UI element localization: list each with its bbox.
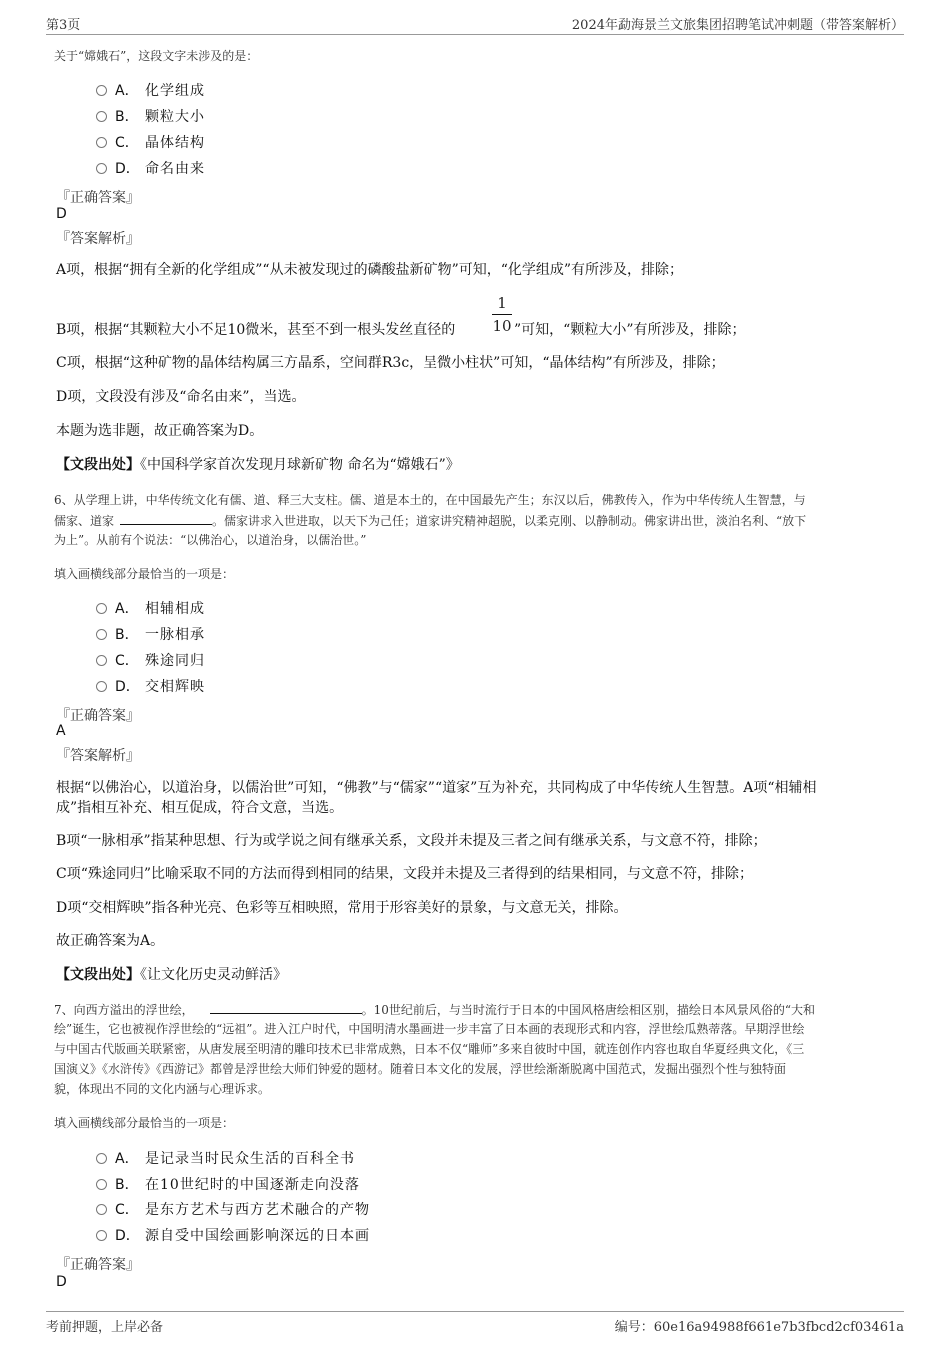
q6-option-b[interactable]: B． 一脉相承 [96, 624, 205, 646]
q5-analysis-a: A项，根据“拥有全新的化学组成”“从未被发现过的磷酸盐新矿物”可知，“化学组成”有所涉及，排除； [56, 262, 684, 278]
radio-icon[interactable] [96, 1179, 107, 1190]
q6-analysis-label: 『答案解析』 [56, 748, 140, 764]
q7-line3: 与中国古代版画关联紧密，从唐发展至明清的雕印技术已非常成熟，日本不仅“雕师”多来自彼时中国，就连创作内容也取自华夏经典文化，《三 [54, 1042, 805, 1056]
q6-analysis-a-line1: 根据“以佛治心，以道治身，以儒治世”可知，“佛教”与“儒家”“道家”互为补充，共同构成了中华传统人生智慧。A项“相辅相 [56, 780, 817, 796]
q6-analysis-b: B项“一脉相承”指某种思想、行为或学说之间有继承关系，文段并未提及三者之间有继承关系，与文意不符，排除； [56, 833, 767, 849]
radio-icon[interactable] [96, 1153, 107, 1164]
q6-conclusion: 故正确答案为A。 [56, 933, 165, 949]
radio-icon[interactable] [96, 137, 107, 148]
q6-line3: 为上”。从前有个说法：“以佛治心，以道治身，以儒治世。” [54, 533, 367, 547]
fill-blank [120, 510, 212, 525]
q5-analysis-d: D项，文段没有涉及“命名由来”，当选。 [56, 389, 306, 405]
q6-source: 【文段出处】《让文化历史灵动鲜活》 [56, 967, 287, 983]
q7-answer: D [56, 1274, 67, 1290]
q6-analysis-c: C项“殊途同归”比喻采取不同的方法而得到相同的结果，文段并未提及三者得到的结果相同，与文意不符，排除； [56, 866, 754, 882]
q6-prompt: 填入画横线部分最恰当的一项是： [54, 567, 235, 581]
q6-analysis-d: D项“交相辉映”指各种光亮、色彩等互相映照，常用于形容美好的景象，与文意无关，排除。 [56, 900, 628, 916]
q5-option-c[interactable]: C． 晶体结构 [96, 132, 205, 154]
radio-icon[interactable] [96, 681, 107, 692]
q5-answer: D [56, 206, 67, 222]
q7-option-b[interactable]: B． 在10世纪时的中国逐渐走向没落 [96, 1174, 360, 1196]
q7-line4: 国演义》《水浒传》《西游记》都曾是浮世绘大师们钟爱的题材。随着日本文化的发展，浮世绘渐渐脱离中国范式，发掘出强烈个性与独特面 [54, 1062, 787, 1076]
q7-line5: 貌，体现出不同的文化内涵与心理诉求。 [54, 1082, 271, 1096]
fraction-bar [492, 314, 512, 315]
radio-icon[interactable] [96, 655, 107, 666]
q5-answer-label: 『正确答案』 [56, 190, 140, 206]
page-header [46, 12, 904, 35]
q6-option-c[interactable]: C． 殊途同归 [96, 650, 205, 672]
fill-blank [210, 999, 362, 1014]
q5-analysis-b-post: ”可知，“颗粒大小”有所涉及，排除； [514, 322, 746, 338]
q5-analysis-label: 『答案解析』 [56, 231, 140, 247]
q7-prompt: 填入画横线部分最恰当的一项是： [54, 1116, 235, 1130]
document-title: 2024年勐海景兰文旅集团招聘笔试冲刺题（带答案解析） [571, 18, 904, 33]
q7-line2: 绘”诞生，它也被视作浮世绘的“远祖”。进入江户时代，中国明清水墨画进一步丰富了日本画的表现形式和内容，浮世绘瓜熟蒂落。早期浮世绘 [54, 1022, 805, 1036]
radio-icon[interactable] [96, 163, 107, 174]
q6-answer: A [56, 723, 66, 739]
q7-line1: 7、向西方溢出的浮世绘， 。10世纪前后，与当时流行于日本的中国风格唐绘相区别，描绘日本风景风俗的“大和 [54, 999, 815, 1020]
q5-analysis-c: C项，根据“这种矿物的晶体结构属三方晶系，空间群R3c，呈微小柱状”可知，“晶体结构”有所涉及，排除； [56, 355, 725, 371]
q6-answer-label: 『正确答案』 [56, 708, 140, 724]
q5-conclusion: 本题为选非题，故正确答案为D。 [56, 423, 264, 439]
footer-note: 考前押题，上岸必备 [46, 1320, 164, 1335]
document-code: 编号：60e16a94988f661e7b3fbcd2cf03461a [614, 1320, 904, 1335]
fraction-numerator: 1 [497, 294, 507, 312]
q7-option-c[interactable]: C． 是东方艺术与西方艺术融合的产物 [96, 1199, 370, 1221]
radio-icon[interactable] [96, 629, 107, 640]
radio-icon[interactable] [96, 111, 107, 122]
q6-line2: 儒家、道家 。儒家讲求入世进取，以天下为己任；道家讲究精神超脱，以柔克刚、以静制动。佛家讲出世，淡泊名利、“放下 [54, 510, 806, 531]
radio-icon[interactable] [96, 1230, 107, 1241]
q5-option-b[interactable]: B． 颗粒大小 [96, 106, 205, 128]
q6-option-d[interactable]: D． 交相辉映 [96, 676, 205, 698]
page-footer [46, 1311, 904, 1336]
q7-option-d[interactable]: D． 源自受中国绘画影响深远的日本画 [96, 1225, 370, 1247]
radio-icon[interactable] [96, 603, 107, 614]
q7-answer-label: 『正确答案』 [56, 1257, 140, 1273]
page-number: 第3页 [46, 18, 81, 33]
q6-line1: 6、从学理上讲，中华传统文化有儒、道、释三大支柱。儒、道是本土的，在中国最先产生；东汉以后，佛教传入，作为中华传统人生智慧，与 [54, 493, 806, 507]
q6-analysis-a-line2: 成”指相互补充、相互促成，符合文意，当选。 [56, 800, 344, 816]
q6-option-a[interactable]: A． 相辅相成 [96, 598, 205, 620]
q5-option-a[interactable]: A． 化学组成 [96, 80, 205, 102]
fraction [490, 293, 514, 336]
q5-analysis-b-pre: B项，根据“其颗粒大小不足10微米，甚至不到一根头发丝直径的 [56, 322, 456, 338]
radio-icon[interactable] [96, 1204, 107, 1215]
radio-icon[interactable] [96, 85, 107, 96]
q5-stem: 关于“嫦娥石”，这段文字未涉及的是： [54, 49, 259, 63]
fraction-denominator: 10 [492, 317, 512, 335]
q5-source: 【文段出处】《中国科学家首次发现月球新矿物 命名为“嫦娥石”》 [56, 457, 460, 473]
q5-option-d[interactable]: D． 命名由来 [96, 158, 205, 180]
q7-option-a[interactable]: A． 是记录当时民众生活的百科全书 [96, 1148, 355, 1170]
